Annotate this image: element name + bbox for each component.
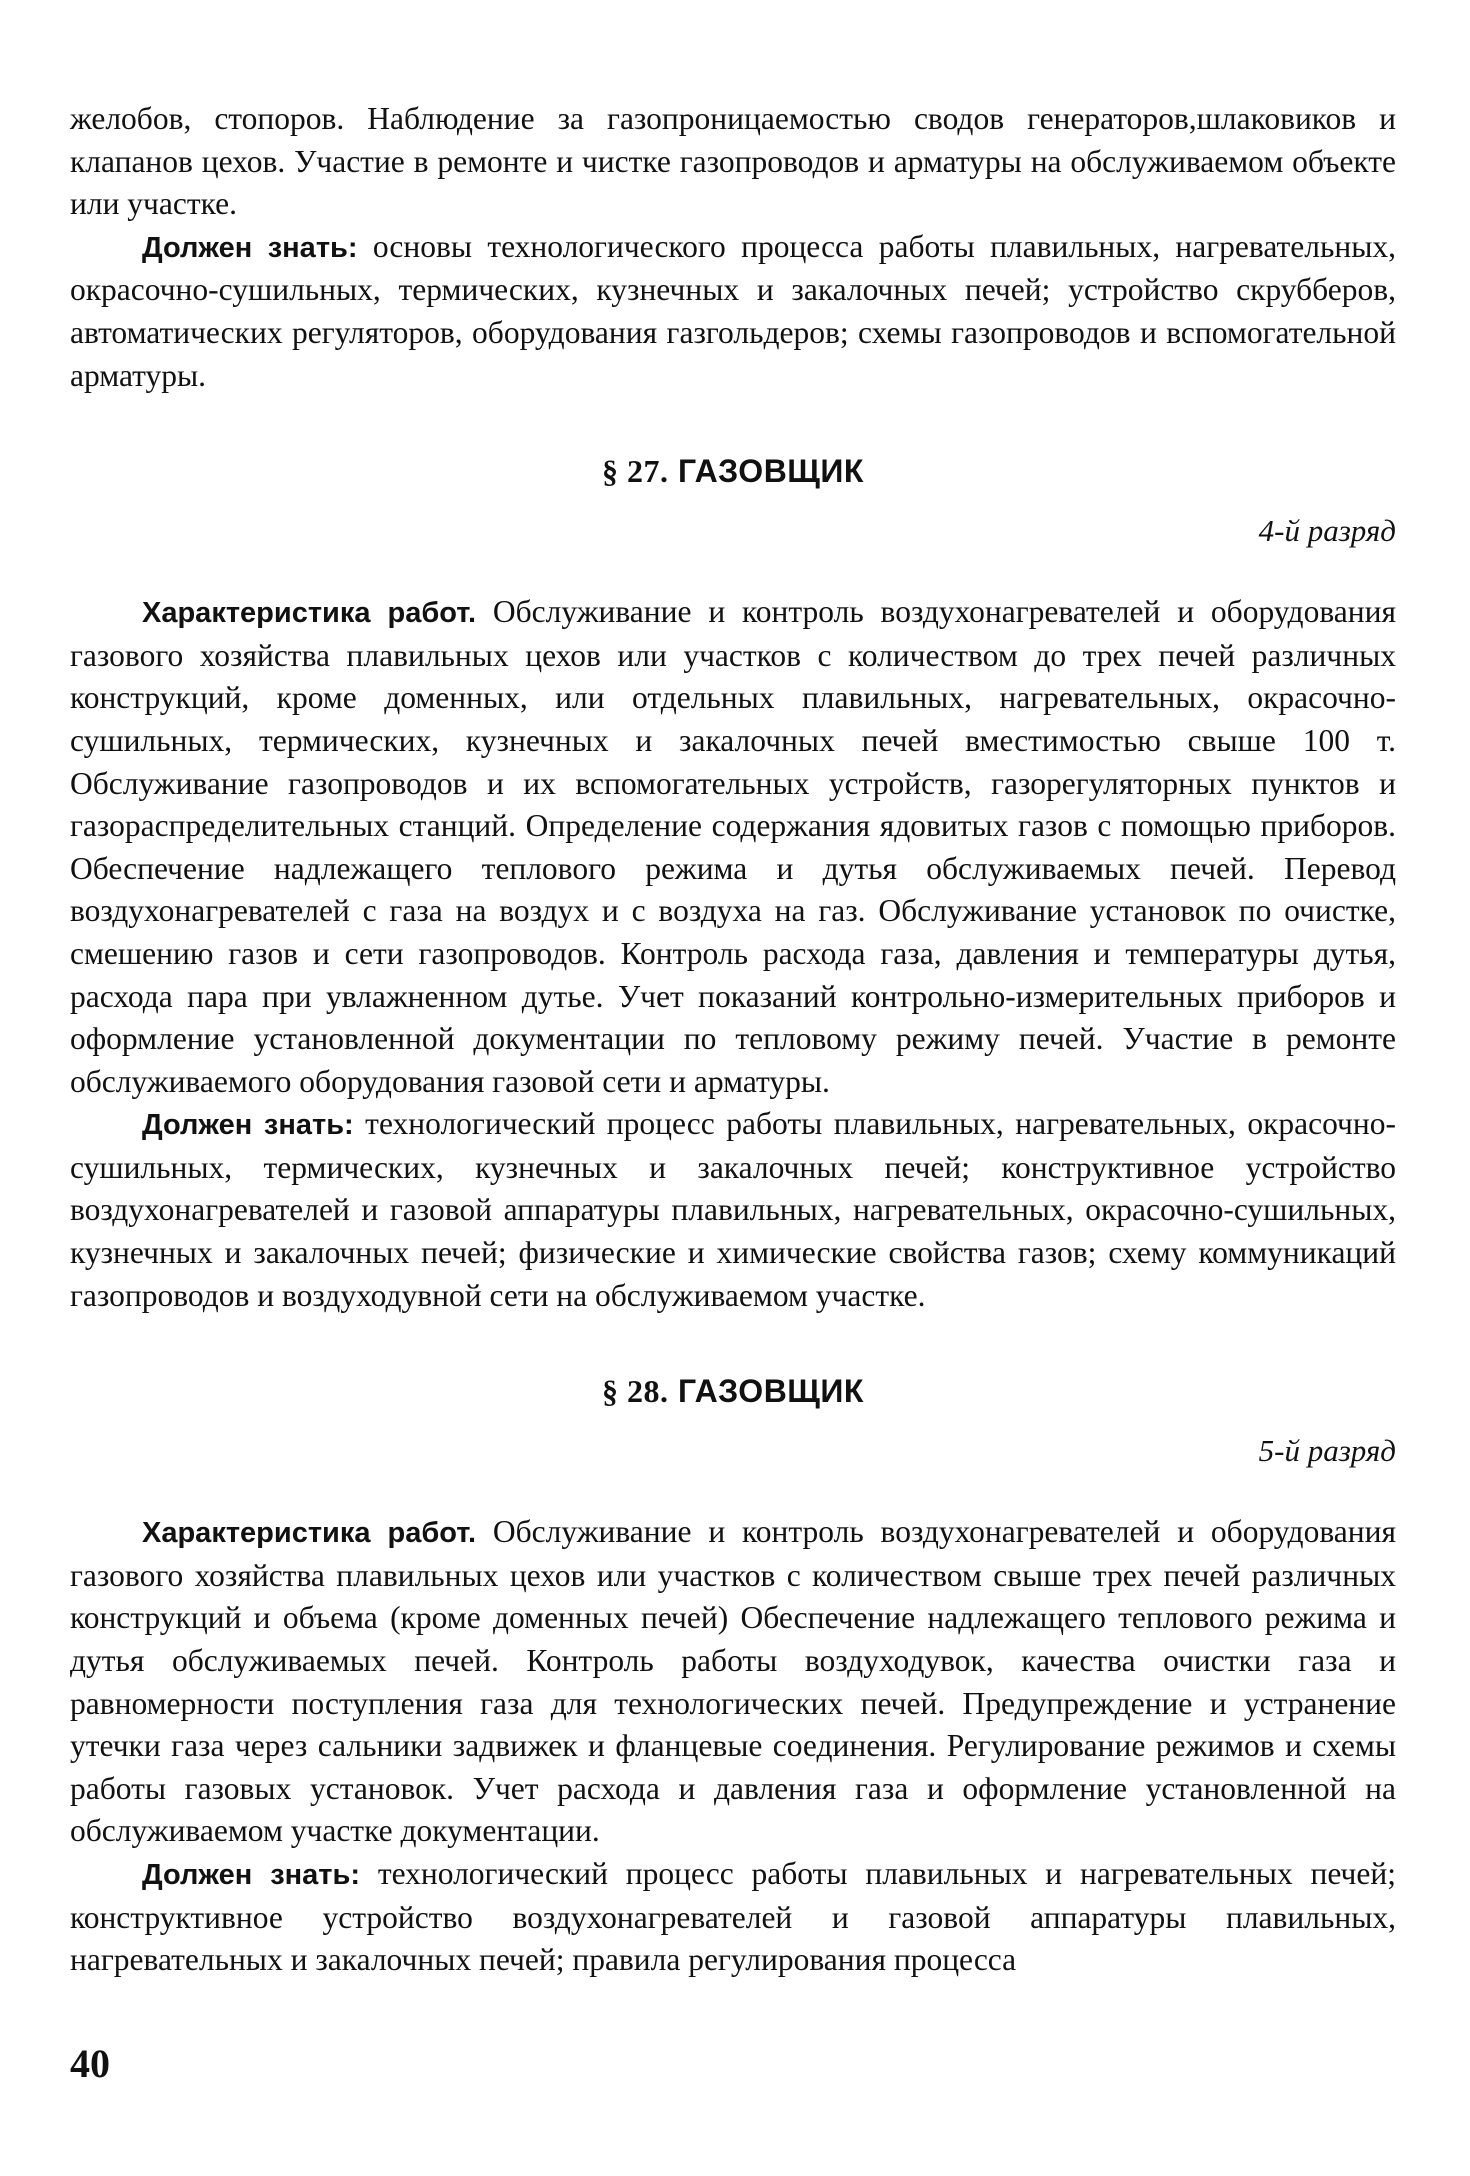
work-characteristics-label: Характеристика работ. [142, 1517, 477, 1550]
must-know-label: Должен знать: [142, 1859, 360, 1891]
intro-text: желобов, стопоров. Наблюдение за газопроницаемостью сводов генераторов,шлаковиков и клапанов цехов. Участие в ремонте и чистке газопроводов и арматуры на обслуживаемом объекте или участке. [70, 101, 1396, 222]
section-heading-28 [70, 1371, 1396, 1411]
work-characteristics-label: Характеристика работ. [142, 597, 477, 630]
document-page [70, 98, 1396, 1982]
must-know-paragraph-28 [70, 1853, 1396, 1982]
section-number: § 28. [602, 1373, 669, 1410]
must-know-paragraph-27 [70, 1103, 1396, 1317]
page-number: 40 [70, 2041, 110, 2086]
work-characteristics-text: Обслуживание и контроль воздухонагревателей и оборудования газового хозяйства плавильных цехов или участков с количеством до трех печей различных конструкций, кроме доменных, или отдельных плавильных, нагревательных, окрасочно-сушильных, термических, кузнечных и закалочных печей вместимостью свыше 100 т. Обслуживание газопроводов и их вспомогательных устройств, газорегуляторных пунктов и газораспределительных станций. Определение содержания ядовитых газов с помощью приборов. Обеспечение надлежащего теплового режима и дутья обслуживаемых печей. Перевод воздухонагревателей с газа на воздух и с воздуха на газ. Обслуживание установок по очистке, смешению газов и сети газопроводов. Контроль расхода газа, давления и температуры дутья, расхода пара при увлажненном дутье. Учет показаний контрольно-измерительных приборов и оформление установленной документации по тепловому режиму печей. Участие в ремонте обслуживаемого оборудования газовой сети и арматуры. [70, 594, 1396, 1099]
section-title: ГАЗОВЩИК [677, 1373, 864, 1410]
work-characteristics-paragraph-28 [70, 1511, 1396, 1853]
must-know-text: технологический процесс работы плавильных и нагревательных печей; конструктивное устройство воздухонагревателей и газовой аппаратуры плавильных, нагревательных и закалочных печей; правила регулирования процесса [70, 1856, 1396, 1978]
must-know-text: технологический процесс работы плавильных, нагревательных, окрасочно-сушильных, термических, кузнечных и закалочных печей; конструктивное устройство воздухонагревателей и газовой аппаратуры плавильных, нагревательных, окрасочно-сушильных, кузнечных и закалочных печей; физические и химические свойства газов; схему коммуникаций газопроводов и воздуходувной сети на обслуживаемом участке. [70, 1106, 1396, 1313]
section-title: ГАЗОВЩИК [677, 453, 864, 490]
section-heading-27 [70, 451, 1396, 491]
intro-must-know-paragraph [70, 226, 1396, 397]
work-characteristics-paragraph-27 [70, 591, 1396, 1103]
section-grade-28: 5-й разряд [1258, 1433, 1396, 1469]
work-characteristics-text: Обслуживание и контроль воздухонагревателей и оборудования газового хозяйства плавильных цехов или участков с количеством свыше трех печей различных конструкций и объема (кроме доменных печей) Обеспечение надлежащего теплового режима и дутья обслуживаемых печей. Контроль работы воздуходувок, качества очистки газа и равномерности поступления газа для технологических печей. Предупреждение и устранение утечки газа через сальники задвижек и фланцевые соединения. Регулирование режимов и схемы работы газовых установок. Учет расхода и давления газа и оформление установленной на обслуживаемом участке документации. [70, 1514, 1396, 1849]
must-know-label: Должен знать: [142, 231, 358, 264]
section-grade-27: 4-й разряд [1258, 513, 1396, 549]
section-number: § 27. [602, 453, 669, 490]
must-know-label: Должен знать: [142, 1109, 354, 1142]
intro-paragraph [70, 98, 1396, 226]
must-know-text: основы технологического процесса работы плавильных, нагревательных, окрасочно-сушильных, термических, кузнечных и закалочных печей; устройство скрубберов, автоматических регуляторов, оборудования газгольдеров; схемы газопроводов и вспомогательной арматуры. [70, 228, 1396, 393]
